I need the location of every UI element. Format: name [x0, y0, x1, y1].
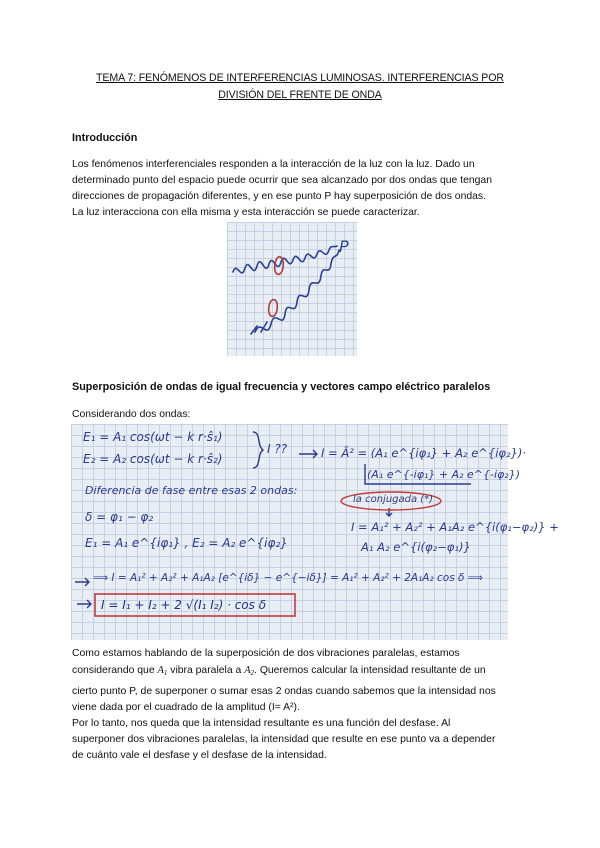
intro-line: determinado punto del espacio puede ocurrir que sea alcanzado por dos ondas que tengan — [72, 175, 492, 186]
intro-line: direcciones de propagación diferentes, y en ese punto P hay superposición de dos ondas. — [72, 191, 486, 202]
amplitude-a1: A — [157, 665, 164, 676]
title-line-2: DIVISIÓN DEL FRENTE DE ONDA — [218, 89, 382, 101]
point-p-label: P — [339, 237, 349, 256]
body-line: viene dada por el cuadrado de la amplitud (I= A²). — [72, 702, 300, 713]
intro-paragraph — [72, 157, 532, 221]
body-line: superponer dos vibraciones paralelas, la intensidad que resulte en ese punto va a depender — [72, 734, 496, 745]
derivation-image — [71, 424, 559, 640]
phase-difference-text: Diferencia de fase entre esas 2 ondas: — [85, 484, 298, 497]
intensity-result: ⟹ I = A₁² + A₂² + A₁A₂ [e^{iδ} − e^{−iδ}] = A₁² + A₂² + 2A₁A₂ cos δ ⟹ — [93, 572, 483, 584]
intensity-expansion-1: I = A₁² + A₂² + A₁A₂ e^{i(φ₁−φ₂)} + — [351, 520, 559, 534]
amplitude-a2-subscript: 2 — [250, 669, 255, 677]
equation-e2: E₂ = A₂ cos(ωt − k r·ŝ₂) — [83, 452, 223, 466]
final-intensity-formula: I = I₁ + I₂ + 2 √(I₁ I₂) · cos δ — [101, 598, 267, 612]
delta-definition: δ = φ₁ − φ₂ — [85, 510, 154, 524]
phasor-equations: E₁ = A₁ e^{iφ₁} , E₂ = A₂ e^{iφ₂} — [85, 536, 288, 550]
intensity-expansion-2: A₁ A₂ e^{i(φ₂−φ₁)} — [361, 540, 471, 554]
conjugate-term: (A₁ e^{-iφ₁} + A₂ e^{-iφ₂}) — [367, 468, 521, 481]
conjugate-label: la conjugada (*) — [353, 494, 434, 505]
intro-line: La luz interacciona con ella misma y esta interacción se puede caracterizar. — [72, 207, 420, 218]
intro-line: Los fenómenos interferenciales responden a la interacción de la luz con la luz. Dado un — [72, 159, 475, 170]
title-line-1: TEMA 7: FENÓMENOS DE INTERFERENCIAS LUMINOSAS. INTERFERENCIAS POR — [96, 72, 504, 84]
considering-text: Considerando dos ondas: — [72, 409, 191, 420]
intensity-definition: I = Ā² = (A₁ e^{iφ₁} + A₂ e^{iφ₂})· — [321, 446, 527, 460]
body-text: vibra paralela a — [167, 665, 245, 676]
waves-sketch-image — [227, 222, 357, 356]
waves-sketch-drawing — [227, 222, 357, 356]
intro-heading: Introducción — [72, 132, 138, 144]
amplitude-a1-subscript: 1 — [163, 669, 168, 677]
body-text: . Queremos calcular la intensidad resultante de un — [254, 665, 486, 676]
body-line: Por lo tanto, nos queda que la intensidad resultante es una función del desfase. Al — [72, 718, 451, 729]
intensity-question: I ?? — [267, 442, 288, 456]
body-line-variables — [72, 662, 532, 682]
superposition-heading: Superposición de ondas de igual frecuencia y vectores campo eléctrico paralelos — [72, 381, 491, 393]
page-title — [72, 70, 528, 104]
body-text: considerando que — [72, 665, 158, 676]
amplitude-a2: A — [244, 665, 251, 676]
body-line: Como estamos hablando de la superposición de dos vibraciones paralelas, estamos — [72, 648, 460, 659]
body-line: cierto punto P, de superponer o sumar esas 2 ondas cuando sabemos que la intensidad nos — [72, 686, 496, 697]
body-paragraph — [72, 646, 532, 764]
body-line: de cuánto vale el desfase y el desfase de la intensidad. — [72, 750, 327, 761]
equation-e1: E₁ = A₁ cos(ωt − k r·ŝ₁) — [83, 430, 223, 444]
